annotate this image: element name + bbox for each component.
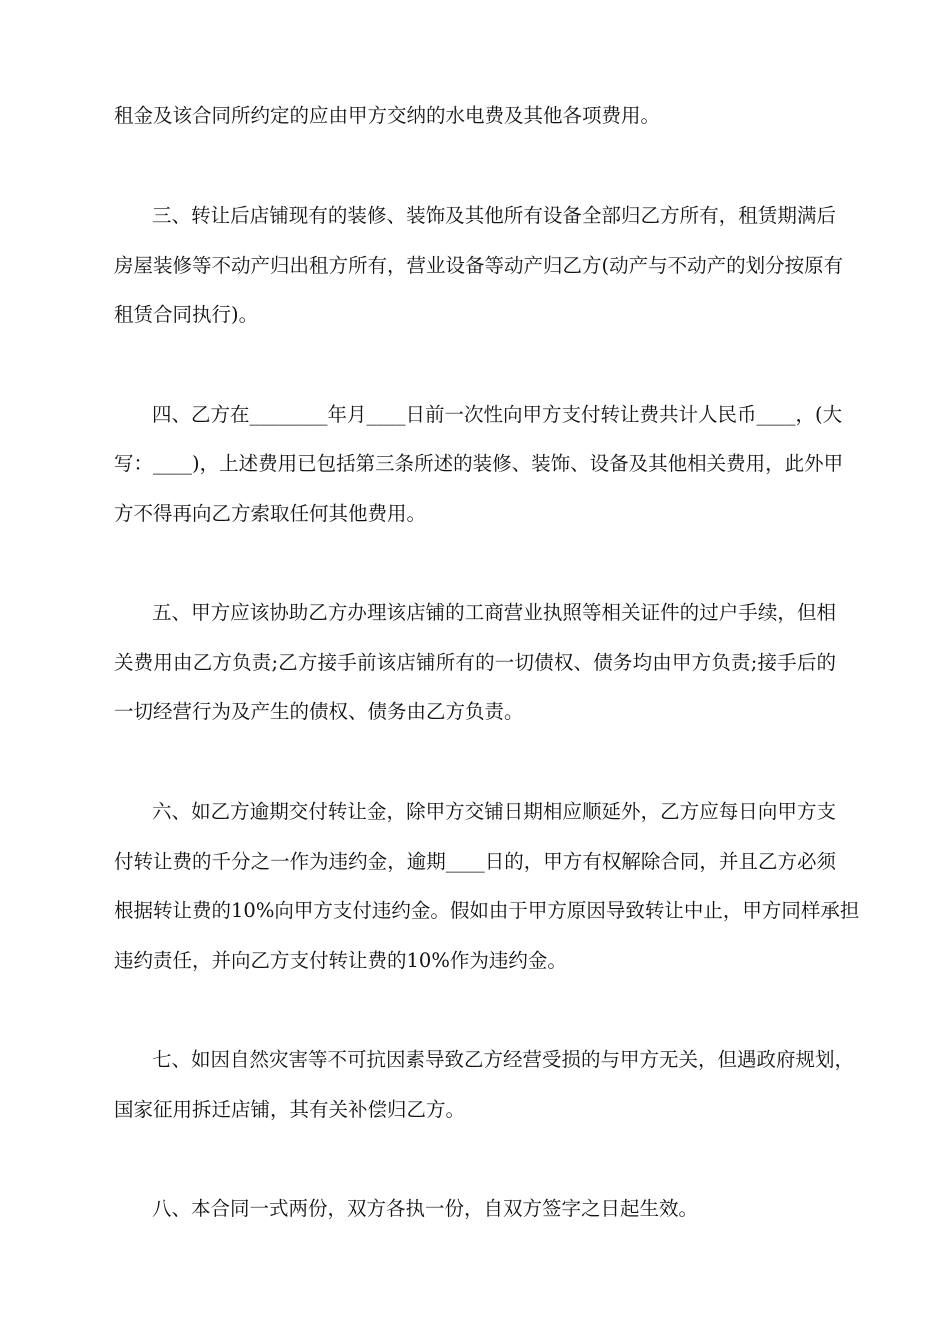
clause-6-line-4: 违约责任，并向乙方支付转让费的10%作为违约金。 xyxy=(114,949,567,972)
paragraph-line: 租金及该合同所约定的应由甲方交纳的水电费及其他各项费用。 xyxy=(114,104,661,127)
clause-5-line-1: 五、甲方应该协助乙方办理该店铺的工商营业执照等相关证件的过户手续，但相 xyxy=(152,601,836,624)
clause-4-line-1: 四、乙方在________年月____日前一次性向甲方支付转让费共计人民币____，(大 xyxy=(152,403,843,426)
clause-4-line-3: 方不得再向乙方索取任何其他费用。 xyxy=(114,502,427,525)
clause-3-line-1: 三、转让后店铺现有的装修、装饰及其他所有设备全部归乙方所有，租赁期满后 xyxy=(152,204,836,227)
clause-5-line-3: 一切经营行为及产生的债权、债务由乙方负责。 xyxy=(114,700,524,723)
clause-8-line-1: 八、本合同一式两份，双方各执一份，自双方签字之日起生效。 xyxy=(152,1197,699,1220)
clause-7-line-1: 七、如因自然灾害等不可抗因素导致乙方经营受损的与甲方无关，但遇政府规划， xyxy=(152,1048,855,1071)
clause-3-line-3: 租赁合同执行)。 xyxy=(114,303,259,326)
clause-6-line-1: 六、如乙方逾期交付转让金，除甲方交铺日期相应顺延外，乙方应每日向甲方支 xyxy=(152,800,836,823)
clause-3-line-2: 房屋装修等不动产归出租方所有，营业设备等动产归乙方(动产与不动产的划分按原有 xyxy=(114,254,844,277)
clause-5-line-2: 关费用由乙方负责;乙方接手前该店铺所有的一切债权、债务均由甲方负责;接手后的 xyxy=(114,651,836,674)
clause-6-line-2: 付转让费的千分之一作为违约金，逾期____日的，甲方有权解除合同，并且乙方必须 xyxy=(114,850,836,873)
clause-7-line-2: 国家征用拆迁店铺，其有关补偿归乙方。 xyxy=(114,1098,466,1121)
clause-4-line-2: 写：____)，上述费用已包括第三条所述的装修、装饰、设备及其他相关费用，此外甲 xyxy=(114,452,844,475)
clause-6-line-3: 根据转让费的10%向甲方支付违约金。假如由于甲方原因导致转让中止，甲方同样承担 xyxy=(114,899,860,922)
